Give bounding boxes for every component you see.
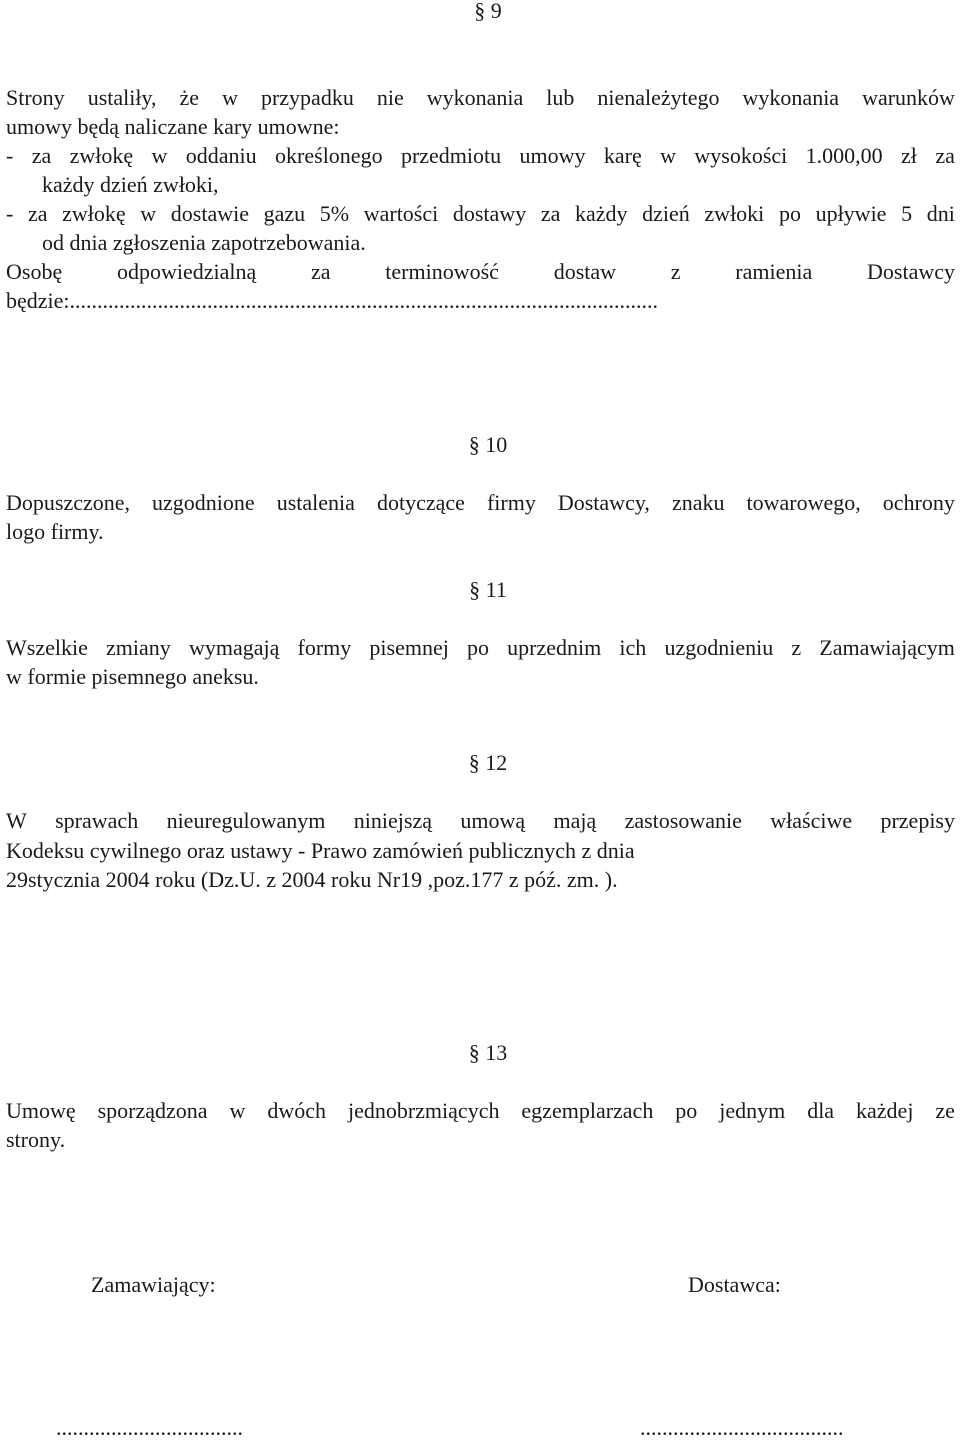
s13-line-2: strony.: [6, 1127, 66, 1152]
word: za: [27, 201, 48, 226]
word: pisemnej: [369, 635, 449, 660]
s9-line-8: będzie:...........................................................................................................: [6, 288, 659, 313]
word: zwłoki: [704, 201, 765, 226]
word: zwłokę: [62, 201, 126, 226]
s9-line-3: [6, 143, 955, 169]
s9-line-6: od dnia zgłoszenia zapotrzebowania.: [42, 230, 366, 255]
word: nienależytego: [597, 85, 720, 110]
word: za: [311, 259, 331, 284]
word: po: [467, 635, 490, 660]
word: towarowego,: [746, 490, 861, 515]
word: Wszelkie: [6, 635, 88, 660]
word: dwóch: [267, 1098, 327, 1123]
signature-line-orderer: ..................................: [56, 1418, 243, 1438]
s13-line-1: [6, 1098, 955, 1124]
word: że: [179, 85, 200, 110]
section-10-heading: § 10: [468, 432, 508, 457]
word: wykonania: [742, 85, 840, 110]
word: dla: [807, 1098, 835, 1123]
word: ramienia: [735, 259, 813, 284]
s10-line-1: [6, 490, 955, 516]
word: dostawy: [452, 201, 527, 226]
word: egzemplarzach: [521, 1098, 654, 1123]
word: formy: [297, 635, 352, 660]
word: z: [791, 635, 802, 660]
word: zł: [901, 143, 917, 168]
word: niniejszą: [353, 808, 432, 833]
section-12-heading: § 12: [468, 750, 508, 775]
word: lub: [546, 85, 575, 110]
s12-line-1: [6, 808, 955, 834]
s11-line-1: [6, 635, 955, 661]
word: przypadku: [260, 85, 354, 110]
signature-label-supplier: Dostawca:: [688, 1272, 781, 1297]
word: sporządzona: [97, 1098, 208, 1123]
word: dostawie: [170, 201, 249, 226]
word: Zamawiającym: [819, 635, 955, 660]
word: 5%: [319, 201, 350, 226]
word: Osobę: [6, 259, 63, 284]
word: dni: [926, 201, 955, 226]
word: gazu: [263, 201, 306, 226]
word: Strony: [6, 85, 65, 110]
word: z: [670, 259, 681, 284]
word: Dostawcy: [867, 259, 955, 284]
s9-line-2: umowy będą naliczane kary umowne:: [6, 114, 340, 139]
section-13-heading: § 13: [468, 1040, 508, 1065]
word: przepisy: [880, 808, 955, 833]
word: sprawach: [55, 808, 139, 833]
word: w: [660, 143, 677, 168]
word: określonego: [275, 143, 383, 168]
section-9-heading: § 9: [474, 0, 502, 23]
word: w: [140, 201, 157, 226]
word: wykonania: [426, 85, 524, 110]
section-11-heading: § 11: [469, 577, 507, 602]
word: dzień: [642, 201, 690, 226]
word: 1.000,00: [805, 143, 883, 168]
word: zmiany: [106, 635, 171, 660]
word: upływie: [815, 201, 887, 226]
word: oddaniu: [185, 143, 257, 168]
s10-line-2: logo firmy.: [6, 519, 104, 544]
word: dotyczące: [376, 490, 465, 515]
word: Dostawcy,: [557, 490, 650, 515]
word: uprzednim: [507, 635, 602, 660]
word: w: [222, 85, 238, 110]
s9-line-1: [6, 85, 955, 111]
word: wymagają: [188, 635, 280, 660]
word: jednobrzmiących: [347, 1098, 500, 1123]
word: przedmiotu: [400, 143, 502, 168]
word: wartości: [363, 201, 439, 226]
word: za: [935, 143, 955, 168]
word: umowy: [519, 143, 586, 168]
word: terminowość: [385, 259, 499, 284]
word: znaku: [671, 490, 725, 515]
word: umową: [460, 808, 526, 833]
word: W: [6, 808, 27, 833]
word: właściwe: [770, 808, 853, 833]
s12-line-2: Kodeksu cywilnego oraz ustawy - Prawo zamówień publicznych z dnia: [6, 838, 635, 863]
s11-line-2: w formie pisemnego aneksu.: [6, 664, 259, 689]
word: wysokości: [694, 143, 788, 168]
word: w: [229, 1098, 246, 1123]
signature-line-supplier: .....................................: [640, 1418, 844, 1438]
word: po: [675, 1098, 698, 1123]
word: dostaw: [553, 259, 617, 284]
word: po: [778, 201, 801, 226]
word: w: [151, 143, 168, 168]
word: mają: [553, 808, 597, 833]
word: za: [540, 201, 561, 226]
signature-label-orderer: Zamawiający:: [91, 1272, 216, 1297]
word: za: [31, 143, 52, 168]
word: odpowiedzialną: [116, 259, 257, 284]
word: uzgodnieniu: [664, 635, 774, 660]
word: każdej: [856, 1098, 914, 1123]
s12-line-3: 29stycznia 2004 roku (Dz.U. z 2004 roku Nr19 ,poz.177 z póź. zm. ).: [6, 867, 618, 892]
word: -: [6, 201, 14, 226]
word: zwłokę: [69, 143, 134, 168]
word: firmy: [486, 490, 536, 515]
word: uzgodnione: [152, 490, 255, 515]
word: każdy: [574, 201, 628, 226]
word: nie: [376, 85, 404, 110]
word: ich: [619, 635, 647, 660]
word: Dopuszczone,: [6, 490, 131, 515]
s9-line-7: [6, 259, 955, 285]
word: warunków: [862, 85, 955, 110]
word: Umowę: [6, 1098, 76, 1123]
word: jednym: [719, 1098, 786, 1123]
word: -: [6, 143, 14, 168]
word: ustaliły,: [87, 85, 157, 110]
word: ustalenia: [276, 490, 355, 515]
s9-line-4: każdy dzień zwłoki,: [42, 172, 219, 197]
word: ochrony: [882, 490, 955, 515]
s9-line-5: [6, 201, 955, 227]
word: karę: [603, 143, 642, 168]
word: nieuregulowanym: [166, 808, 326, 833]
word: zastosowanie: [624, 808, 742, 833]
word: 5: [901, 201, 913, 226]
word: ze: [935, 1098, 955, 1123]
